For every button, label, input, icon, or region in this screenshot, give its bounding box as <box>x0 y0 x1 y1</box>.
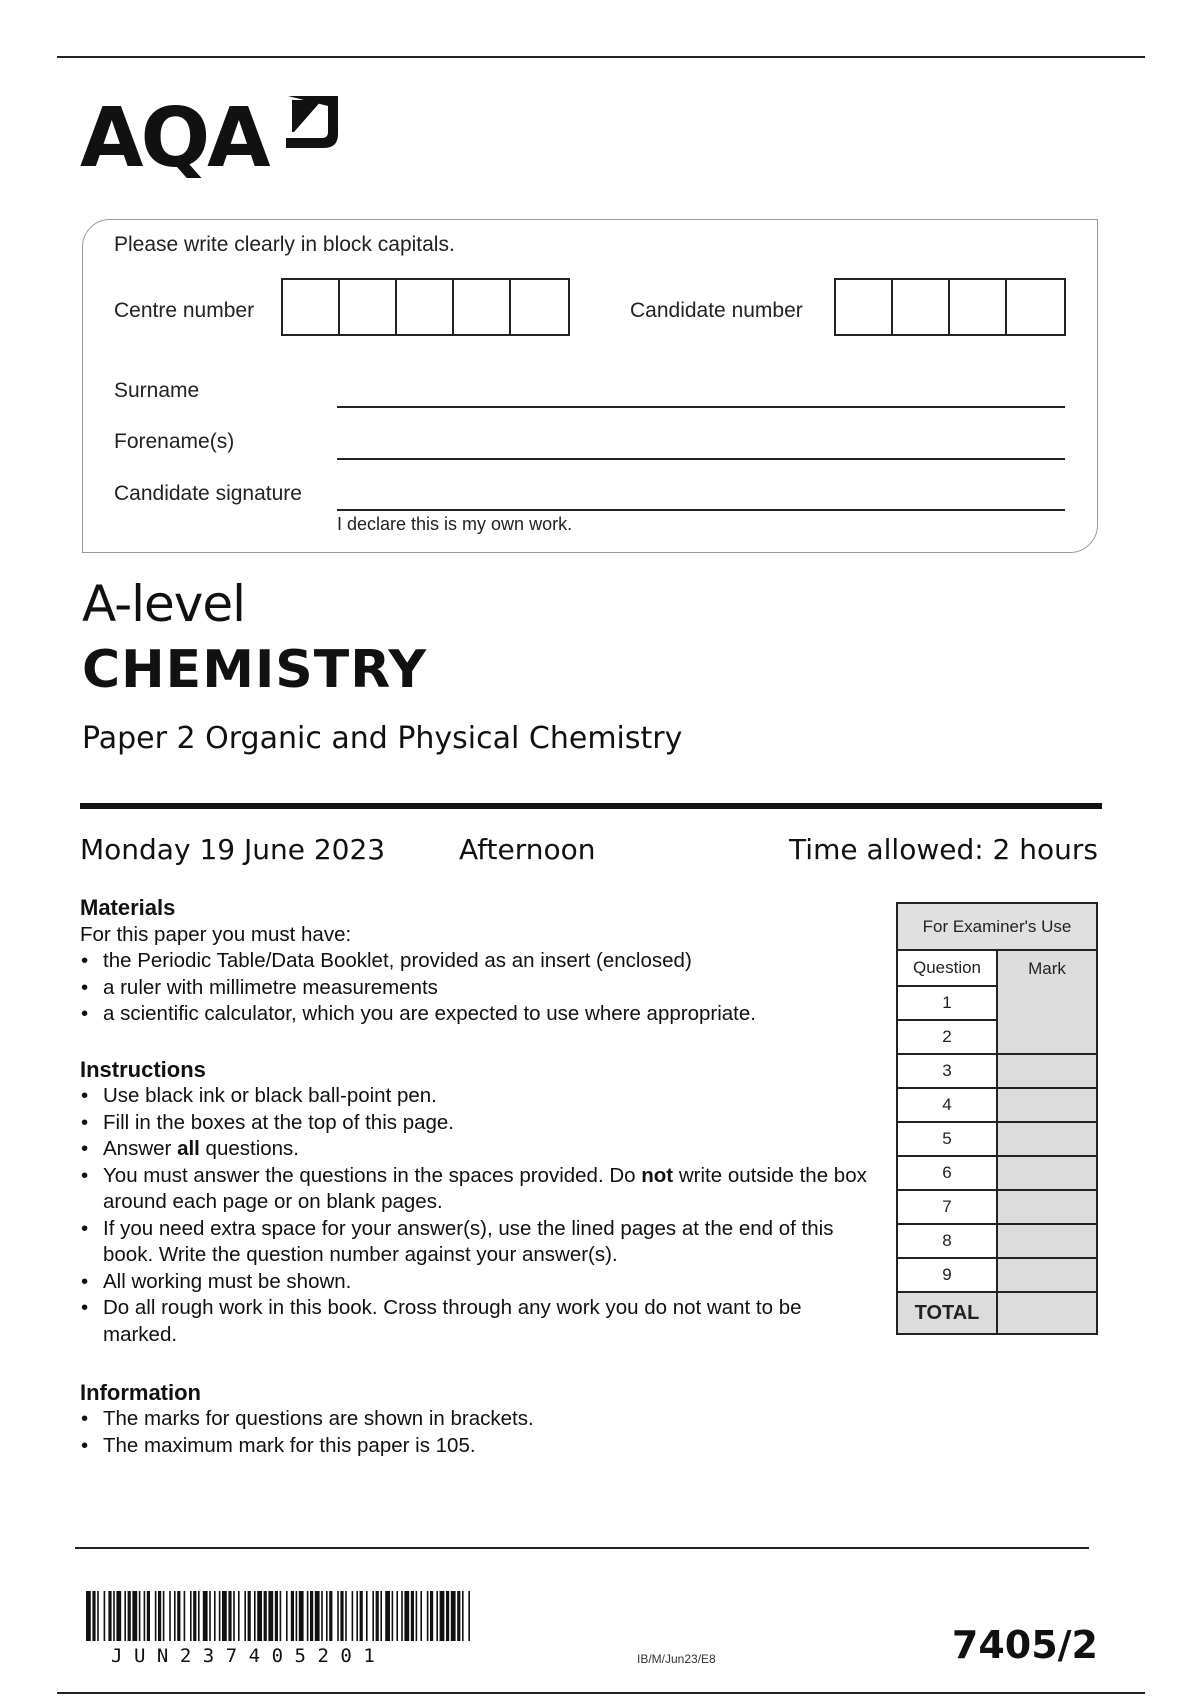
barcode-bar <box>440 1591 445 1641</box>
mark-cell <box>997 1088 1097 1122</box>
barcode-bar <box>340 1591 343 1641</box>
question-number: 7 <box>897 1190 997 1224</box>
question-number: 1 <box>897 986 997 1020</box>
barcode-bar <box>254 1591 256 1641</box>
barcode-bar <box>310 1591 313 1641</box>
mark-cell <box>997 1122 1097 1156</box>
barcode-bar <box>291 1591 294 1641</box>
barcode-bar <box>92 1591 95 1641</box>
candidate-number-boxes[interactable] <box>834 278 1066 336</box>
barcode-bar <box>104 1591 106 1641</box>
barcode-bar <box>144 1591 146 1641</box>
list-item: • The maximum mark for this paper is 105. <box>80 1433 870 1460</box>
barcode-bar <box>457 1591 460 1641</box>
barcode-bar <box>124 1591 126 1641</box>
centre-digit-box[interactable] <box>397 280 454 334</box>
information-list <box>80 1406 870 1459</box>
materials-list <box>80 948 870 1028</box>
barcode-bar <box>198 1591 200 1641</box>
barcode-bar <box>132 1591 137 1641</box>
barcode-bar <box>352 1591 354 1641</box>
barcode-bar <box>430 1591 433 1641</box>
question-number: 8 <box>897 1224 997 1258</box>
top-rule <box>57 56 1145 58</box>
barcode-bar <box>372 1591 374 1641</box>
bottom-rule <box>57 1692 1145 1694</box>
barcode-bar <box>228 1591 231 1641</box>
list-item: • You must answer the questions in the spaces provided. Do not write outside the box around each page or on blank pages. <box>80 1163 870 1216</box>
barcode-bar <box>190 1591 192 1641</box>
barcode-bar <box>244 1591 246 1641</box>
barcode-bar <box>219 1591 221 1641</box>
barcode-bar <box>315 1591 320 1641</box>
barcode-bar <box>147 1591 150 1641</box>
barcode-number: JUN237405201 <box>111 1645 387 1667</box>
information-section <box>80 1380 870 1459</box>
instructions-heading: Instructions <box>80 1057 206 1082</box>
barcode-bar <box>280 1591 282 1641</box>
instructions-section <box>80 1057 870 1348</box>
barcode-bar <box>376 1591 379 1641</box>
logo-text: AQA <box>80 91 268 186</box>
list-item: • All working must be shown. <box>80 1269 870 1296</box>
barcode-bar <box>209 1591 211 1641</box>
materials-heading: Materials <box>80 895 176 920</box>
block-capitals-instruction: Please write clearly in block capitals. <box>114 233 455 256</box>
total-label: TOTAL <box>897 1292 997 1334</box>
question-column-header: Question <box>897 950 997 986</box>
barcode-bar <box>113 1591 115 1641</box>
barcode-bar <box>238 1591 240 1641</box>
barcode-bar <box>337 1591 339 1641</box>
aqa-mark-icon <box>282 92 342 152</box>
barcode-bar <box>427 1591 429 1641</box>
barcode-bar <box>214 1591 216 1641</box>
barcode-bar <box>116 1591 121 1641</box>
barcode-bar <box>420 1591 422 1641</box>
barcode-bar <box>296 1591 298 1641</box>
centre-number-label: Centre number <box>114 299 255 322</box>
barcode-bar <box>380 1591 382 1641</box>
question-number: 9 <box>897 1258 997 1292</box>
mark-cell <box>997 1054 1097 1088</box>
barcode-bar <box>174 1591 176 1641</box>
paper-code: 7405/2 <box>951 1623 1098 1667</box>
barcode-bar <box>360 1591 363 1641</box>
barcode-bar <box>108 1591 111 1641</box>
barcode-bar <box>392 1591 394 1641</box>
paper-reference: IB/M/Jun23/E8 <box>637 1652 716 1666</box>
barcode-bar <box>155 1591 157 1641</box>
barcode-bar <box>264 1591 267 1641</box>
barcode-bar <box>321 1591 323 1641</box>
centre-number-boxes[interactable] <box>281 278 570 336</box>
section-divider <box>80 803 1102 809</box>
barcode-bar <box>411 1591 414 1641</box>
surname-line[interactable] <box>337 406 1065 408</box>
question-number: 5 <box>897 1122 997 1156</box>
paper-title: Paper 2 Organic and Physical Chemistry <box>82 721 683 756</box>
barcode-bar <box>436 1591 438 1641</box>
barcode-bar <box>257 1591 262 1641</box>
candidate-details-box <box>82 219 1098 553</box>
list-item: • Use black ink or black ball-point pen. <box>80 1083 870 1110</box>
forenames-line[interactable] <box>337 458 1065 460</box>
barcode-bar <box>86 1591 91 1641</box>
materials-intro: For this paper you must have: <box>80 923 352 946</box>
examiner-use-table <box>896 902 1098 1335</box>
barcode-bar <box>446 1591 449 1641</box>
barcode-bar <box>286 1591 288 1641</box>
barcode-bar <box>366 1591 368 1641</box>
list-item: • If you need extra space for your answer(s), use the lined pages at the end of this book. Write the question number against your answer(s). <box>80 1216 870 1269</box>
question-number: 2 <box>897 1020 997 1054</box>
signature-label: Candidate signature <box>114 482 302 505</box>
barcode-bar <box>329 1591 332 1641</box>
barcode-bar <box>468 1591 470 1641</box>
list-item: • Answer all questions. <box>80 1136 870 1163</box>
candidate-digit-box[interactable] <box>836 280 893 334</box>
exam-session: Afternoon <box>459 833 596 866</box>
barcode-bar <box>451 1591 456 1641</box>
barcode-bar <box>222 1591 227 1641</box>
mark-cell <box>997 1224 1097 1258</box>
barcode-bar <box>163 1591 165 1641</box>
barcode-bar <box>345 1591 347 1641</box>
barcode-bar <box>203 1591 208 1641</box>
question-number: 3 <box>897 1054 997 1088</box>
barcode-bar <box>416 1591 418 1641</box>
barcode-bar <box>184 1591 186 1641</box>
instructions-list <box>80 1083 870 1348</box>
barcode-bar <box>299 1591 304 1641</box>
mark-cell <box>997 1258 1097 1292</box>
barcode-bar <box>169 1591 171 1641</box>
barcode-bar <box>193 1591 196 1641</box>
barcode-bar <box>326 1591 328 1641</box>
surname-label: Surname <box>114 379 200 402</box>
barcode-bar <box>248 1591 251 1641</box>
candidate-number-label: Candidate number <box>630 299 803 322</box>
centre-digit-box[interactable] <box>283 280 340 334</box>
list-item: • the Periodic Table/Data Booklet, provided as an insert (enclosed) <box>80 948 870 975</box>
barcode-bar <box>356 1591 358 1641</box>
barcode-bar <box>177 1591 180 1641</box>
list-item: • Fill in the boxes at the top of this page. <box>80 1110 870 1137</box>
footer-rule <box>75 1547 1089 1549</box>
question-number: 4 <box>897 1088 997 1122</box>
materials-section <box>80 895 870 1028</box>
subject-title: CHEMISTRY <box>82 640 428 700</box>
candidate-digit-box[interactable] <box>1007 280 1064 334</box>
candidate-digit-box[interactable] <box>893 280 950 334</box>
list-item: • Do all rough work in this book. Cross through any work you do not want to be marked. <box>80 1295 870 1348</box>
list-item: • The marks for questions are shown in brackets. <box>80 1406 870 1433</box>
barcode-bar <box>385 1591 390 1641</box>
barcode-bar <box>158 1591 161 1641</box>
barcode-bar <box>396 1591 398 1641</box>
information-heading: Information <box>80 1380 201 1405</box>
qualification-level: A-level <box>82 575 246 633</box>
barcode-bar <box>128 1591 131 1641</box>
barcode-bar <box>401 1591 403 1641</box>
barcode-bar <box>462 1591 464 1641</box>
barcode-bar <box>97 1591 99 1641</box>
barcode-bar <box>275 1591 278 1641</box>
candidate-digit-box[interactable] <box>950 280 1007 334</box>
mark-cell <box>997 1156 1097 1190</box>
question-number: 6 <box>897 1156 997 1190</box>
centre-digit-box[interactable] <box>340 280 397 334</box>
mark-cell <box>997 1190 1097 1224</box>
barcode-bar <box>233 1591 235 1641</box>
barcode-bar <box>139 1591 141 1641</box>
barcode-bar <box>268 1591 273 1641</box>
centre-digit-box[interactable] <box>511 280 568 334</box>
examiner-table-title: For Examiner's Use <box>897 903 1097 950</box>
mark-column-header: Mark <box>997 950 1097 1054</box>
forenames-label: Forename(s) <box>114 430 235 453</box>
barcode-bar <box>307 1591 309 1641</box>
centre-digit-box[interactable] <box>454 280 511 334</box>
time-allowed: Time allowed: 2 hours <box>789 833 1098 866</box>
barcode-bar <box>404 1591 409 1641</box>
signature-line[interactable] <box>337 509 1065 511</box>
exam-date: Monday 19 June 2023 <box>80 833 386 866</box>
declaration-text: I declare this is my own work. <box>337 514 573 534</box>
list-item: • a scientific calculator, which you are expected to use where appropriate. <box>80 1001 870 1028</box>
total-mark-cell <box>997 1292 1097 1334</box>
list-item: • a ruler with millimetre measurements <box>80 975 870 1002</box>
barcode <box>86 1591 470 1641</box>
